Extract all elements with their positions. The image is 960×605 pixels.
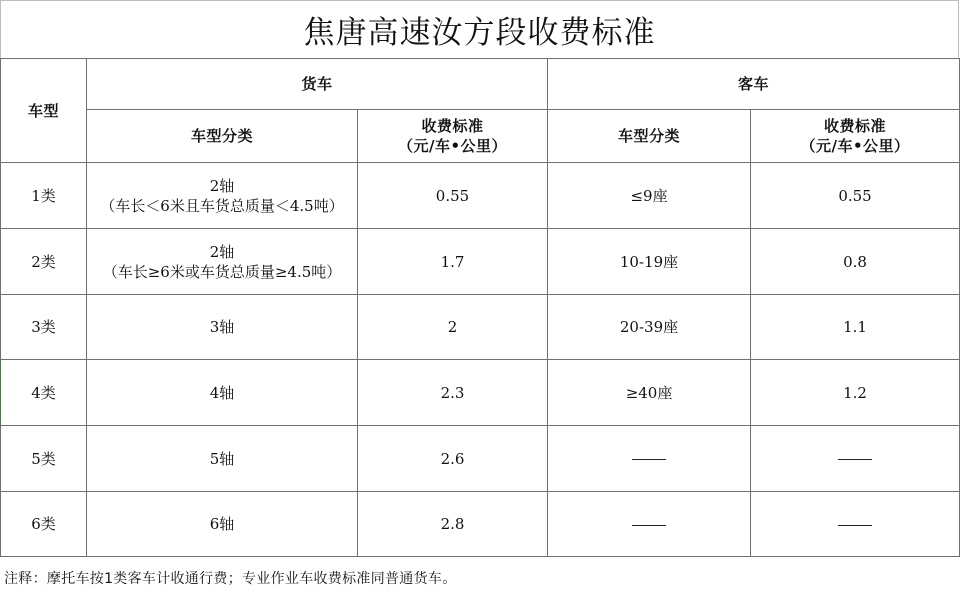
row-bus-class[interactable]: 10-19座 [548, 229, 751, 295]
row-truck-class[interactable]: 6轴 [87, 492, 358, 557]
table-row [1, 229, 960, 295]
row-vehicle-type[interactable]: 6类 [1, 492, 87, 557]
row-truck-class[interactable] [87, 229, 358, 295]
header-bus-class[interactable]: 车型分类 [548, 110, 751, 163]
row-truck-class[interactable] [87, 163, 358, 229]
row-vehicle-type[interactable]: 3类 [1, 295, 87, 360]
header-row-columns [1, 110, 960, 163]
row-bus-rate[interactable]: 1.1 [751, 295, 960, 360]
header-truck-rate[interactable] [358, 110, 548, 163]
row-truck-rate[interactable]: 2.8 [358, 492, 548, 557]
truck-class-condition: （车长≥6米或车货总质量≥4.5吨） [102, 262, 342, 281]
header-bus-rate[interactable] [751, 110, 960, 163]
row-vehicle-type[interactable]: 2类 [1, 229, 87, 295]
table-row [1, 295, 960, 360]
empty-dash [838, 525, 872, 526]
header-truck-group[interactable]: 货车 [87, 59, 548, 110]
row-truck-class[interactable]: 5轴 [87, 426, 358, 492]
row-vehicle-type[interactable]: 1类 [1, 163, 87, 229]
header-bus-group[interactable]: 客车 [548, 59, 960, 110]
row-truck-class[interactable]: 4轴 [87, 360, 358, 426]
footnote: 注释：摩托车按1类客车计收通行费；专业作业车收费标准同普通货车。 [4, 571, 457, 587]
empty-dash [632, 525, 666, 526]
header-row-groups [1, 59, 960, 110]
row-bus-class[interactable]: ≥40座 [548, 360, 751, 426]
row-bus-rate[interactable]: 0.8 [751, 229, 960, 295]
row-vehicle-type[interactable]: 5类 [1, 426, 87, 492]
sheet-title: 焦唐高速汝方段收费标准 [0, 0, 959, 58]
row-bus-rate[interactable]: 1.2 [751, 360, 960, 426]
empty-dash [632, 459, 666, 460]
row-truck-rate[interactable]: 2 [358, 295, 548, 360]
header-truck-rate-line1: 收费标准 [421, 117, 484, 135]
truck-class-condition: （车长＜6米且车货总质量＜4.5吨） [100, 196, 344, 215]
row-bus-class[interactable]: ≤9座 [548, 163, 751, 229]
truck-class-axles: 2轴 [209, 242, 235, 261]
fee-table [0, 58, 960, 557]
header-truck-rate-line2: （元/车•公里） [397, 137, 508, 155]
row-bus-class[interactable] [548, 492, 751, 557]
row-truck-class[interactable]: 3轴 [87, 295, 358, 360]
header-bus-rate-line2: （元/车•公里） [800, 137, 910, 155]
empty-dash [838, 459, 872, 460]
row-vehicle-type[interactable]: 4类 [1, 360, 87, 426]
table-row [1, 360, 960, 426]
row-bus-class[interactable]: 20-39座 [548, 295, 751, 360]
table-row [1, 426, 960, 492]
row-bus-class[interactable] [548, 426, 751, 492]
row-bus-rate[interactable] [751, 426, 960, 492]
row-truck-rate[interactable]: 1.7 [358, 229, 548, 295]
header-vehicle-type[interactable]: 车型 [1, 59, 87, 163]
row-bus-rate[interactable] [751, 492, 960, 557]
truck-class-axles: 2轴 [209, 176, 235, 195]
row-truck-rate[interactable]: 2.6 [358, 426, 548, 492]
row-truck-rate[interactable]: 2.3 [358, 360, 548, 426]
row-truck-rate[interactable]: 0.55 [358, 163, 548, 229]
header-truck-class[interactable]: 车型分类 [87, 110, 358, 163]
table-row [1, 163, 960, 229]
header-bus-rate-line1: 收费标准 [824, 117, 887, 135]
row-bus-rate[interactable]: 0.55 [751, 163, 960, 229]
table-row [1, 492, 960, 557]
